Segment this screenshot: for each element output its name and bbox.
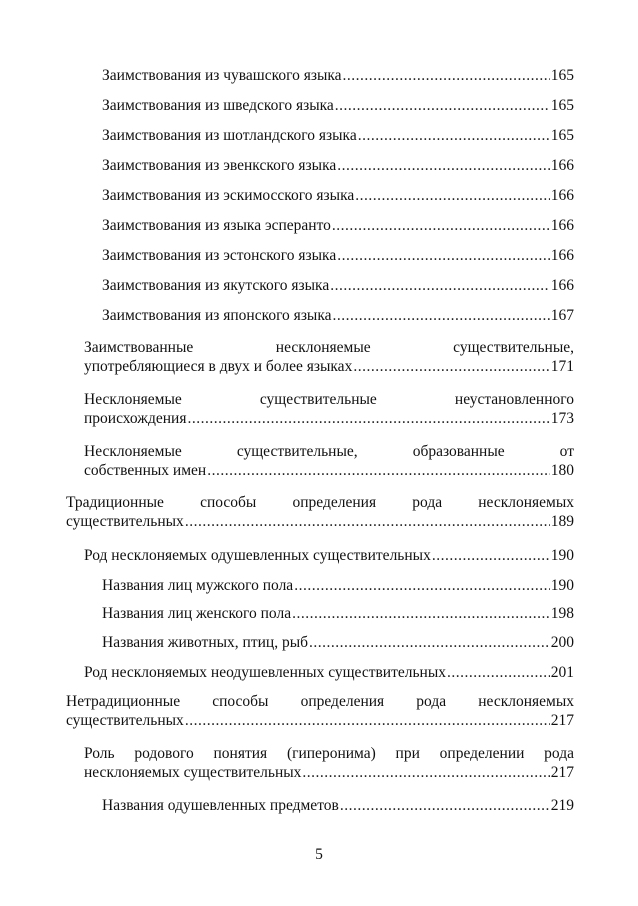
toc-entry[interactable] bbox=[102, 576, 574, 595]
toc-leader-dots bbox=[337, 156, 549, 175]
toc-entry-page: 201 bbox=[550, 664, 574, 681]
toc-entry-title: Заимствования из эстонского языка bbox=[102, 247, 337, 264]
toc-leader-dots bbox=[340, 796, 550, 815]
toc-entry-title: существительных bbox=[66, 513, 184, 530]
toc-entry[interactable] bbox=[84, 663, 574, 682]
toc-entry[interactable] bbox=[66, 692, 574, 730]
toc-entry-title: собственных имен bbox=[84, 462, 207, 479]
toc-entry-title: Род несклоняемых неодушевленных существительных bbox=[84, 664, 447, 681]
toc-entry-page: 166 bbox=[550, 187, 574, 204]
toc-leader-dots bbox=[432, 546, 550, 565]
toc-entry-title: Род несклоняемых одушевленных существительных bbox=[84, 547, 431, 564]
toc-leader-dots bbox=[302, 763, 549, 782]
toc-entry-page: 167 bbox=[550, 307, 574, 324]
toc-entry-page: 180 bbox=[550, 462, 574, 479]
toc-entry-title: Названия животных, птиц, рыб bbox=[102, 634, 308, 651]
toc-entry-row bbox=[102, 796, 574, 815]
toc-entry-title: Заимствования из эскимосского языка bbox=[102, 187, 355, 204]
toc-entry-title: Заимствования из эвенкского языка bbox=[102, 157, 337, 174]
toc-entry-title: Заимствования из якутского языка bbox=[102, 277, 330, 294]
toc-entry-page: 217 bbox=[550, 764, 574, 781]
toc-entry-title: существительных bbox=[66, 712, 184, 729]
toc-entry-row bbox=[102, 66, 574, 85]
toc-leader-dots bbox=[330, 276, 550, 295]
toc-entry-title-line: Несклоняемые существительные неустановленного bbox=[84, 391, 574, 408]
toc-entry-page: 190 bbox=[550, 547, 574, 564]
toc-leader-dots bbox=[309, 633, 550, 652]
toc-leader-dots bbox=[294, 576, 550, 595]
toc-leader-dots bbox=[343, 66, 550, 85]
toc-leader-dots bbox=[332, 216, 550, 235]
toc-entry-page: 165 bbox=[550, 67, 574, 84]
toc-entry[interactable] bbox=[102, 276, 574, 295]
toc-entry[interactable] bbox=[102, 96, 574, 115]
toc-entry-row bbox=[102, 156, 574, 175]
toc-leader-dots bbox=[358, 126, 550, 145]
toc-entry-page: 217 bbox=[550, 712, 574, 729]
toc-entry-row bbox=[66, 512, 574, 531]
toc-entry-row bbox=[102, 306, 574, 325]
toc-entry[interactable] bbox=[84, 442, 574, 480]
toc-entry-row bbox=[102, 186, 574, 205]
toc-leader-dots bbox=[185, 711, 550, 730]
toc-entry[interactable] bbox=[102, 246, 574, 265]
toc-leader-dots bbox=[185, 512, 550, 531]
page-number: 5 bbox=[315, 846, 323, 863]
toc-entry-page: 165 bbox=[550, 97, 574, 114]
toc-leader-dots bbox=[292, 604, 550, 623]
toc-entry-title-line: Несклоняемые существительные, образованные от bbox=[84, 443, 574, 460]
toc-entry[interactable] bbox=[102, 126, 574, 145]
toc-entry-row bbox=[102, 604, 574, 623]
toc-leader-dots bbox=[207, 461, 550, 480]
toc-entry[interactable] bbox=[102, 66, 574, 85]
toc-entry-title: Заимствования из шведского языка bbox=[102, 97, 334, 114]
toc-entry[interactable] bbox=[84, 744, 574, 782]
toc-leader-dots bbox=[333, 306, 550, 325]
toc-entry-row bbox=[84, 663, 574, 682]
toc-entry-page: 198 bbox=[550, 605, 574, 622]
toc-entry-page: 173 bbox=[550, 410, 574, 427]
toc-entry-row bbox=[102, 216, 574, 235]
toc-entry[interactable] bbox=[102, 156, 574, 175]
toc-entry-title: Названия лиц мужского пола bbox=[102, 577, 294, 594]
toc-entry[interactable] bbox=[102, 796, 574, 815]
toc-entry-page: 219 bbox=[550, 797, 574, 814]
toc-entry-row bbox=[102, 633, 574, 652]
toc-entry-row bbox=[102, 96, 574, 115]
toc-entry-title: Названия одушевленных предметов bbox=[102, 797, 339, 814]
toc-entry-title: Заимствования из языка эсперанто bbox=[102, 217, 331, 234]
toc-leader-dots bbox=[353, 357, 549, 376]
toc-entry-title: Заимствования из чувашского языка bbox=[102, 67, 342, 84]
toc-entry-title-line: Роль родового понятия (гиперонима) при определении рода bbox=[84, 745, 574, 762]
toc-entry[interactable] bbox=[84, 390, 574, 428]
toc-leader-dots bbox=[447, 663, 550, 682]
toc-entry-page: 166 bbox=[550, 217, 574, 234]
toc-entry-page: 200 bbox=[550, 634, 574, 651]
toc-entry-title-line: Традиционные способы определения рода несклоняемых bbox=[66, 494, 574, 511]
toc-entry-page: 190 bbox=[550, 577, 574, 594]
toc-entry-page: 189 bbox=[550, 513, 574, 530]
toc-entry-row bbox=[102, 576, 574, 595]
toc-entry-page: 171 bbox=[550, 358, 574, 375]
toc-entry[interactable] bbox=[102, 216, 574, 235]
toc-entry-title-line: Заимствованные несклоняемые существительные, bbox=[84, 339, 574, 356]
toc-entry-row bbox=[66, 711, 574, 730]
toc-entry[interactable] bbox=[102, 633, 574, 652]
toc-leader-dots bbox=[187, 409, 549, 428]
toc-entry-title: несклоняемых существительных bbox=[84, 764, 302, 781]
toc-entry-page: 166 bbox=[550, 277, 574, 294]
toc-entry-page: 166 bbox=[550, 247, 574, 264]
toc-entry-title: Заимствования из японского языка bbox=[102, 307, 332, 324]
toc-entry-title: происхождения bbox=[84, 410, 187, 427]
toc-entry[interactable] bbox=[102, 306, 574, 325]
toc-leader-dots bbox=[335, 96, 550, 115]
toc-entry[interactable] bbox=[102, 186, 574, 205]
toc-leader-dots bbox=[355, 186, 550, 205]
toc-entry[interactable] bbox=[84, 338, 574, 376]
toc-entry[interactable] bbox=[84, 546, 574, 565]
toc-entry-page: 166 bbox=[550, 157, 574, 174]
toc-entry-row bbox=[84, 409, 574, 428]
toc-entry-row bbox=[102, 246, 574, 265]
toc-entry[interactable] bbox=[66, 493, 574, 531]
toc-entry-page: 165 bbox=[550, 127, 574, 144]
toc-entry-row bbox=[84, 461, 574, 480]
toc-entry-title: Заимствования из шотландского языка bbox=[102, 127, 357, 144]
toc-entry-title-line: Нетрадиционные способы определения рода несклоняемых bbox=[66, 693, 574, 710]
toc-entry-title: Названия лиц женского пола bbox=[102, 605, 292, 622]
toc-entry-title: употребляющиеся в двух и более языках bbox=[84, 358, 353, 375]
toc-entry-row bbox=[84, 763, 574, 782]
toc-entry-row bbox=[84, 357, 574, 376]
toc-entry-row bbox=[84, 546, 574, 565]
toc-entry[interactable] bbox=[102, 604, 574, 623]
toc-entry-row bbox=[102, 126, 574, 145]
toc-entry-row bbox=[102, 276, 574, 295]
toc-leader-dots bbox=[337, 246, 550, 265]
